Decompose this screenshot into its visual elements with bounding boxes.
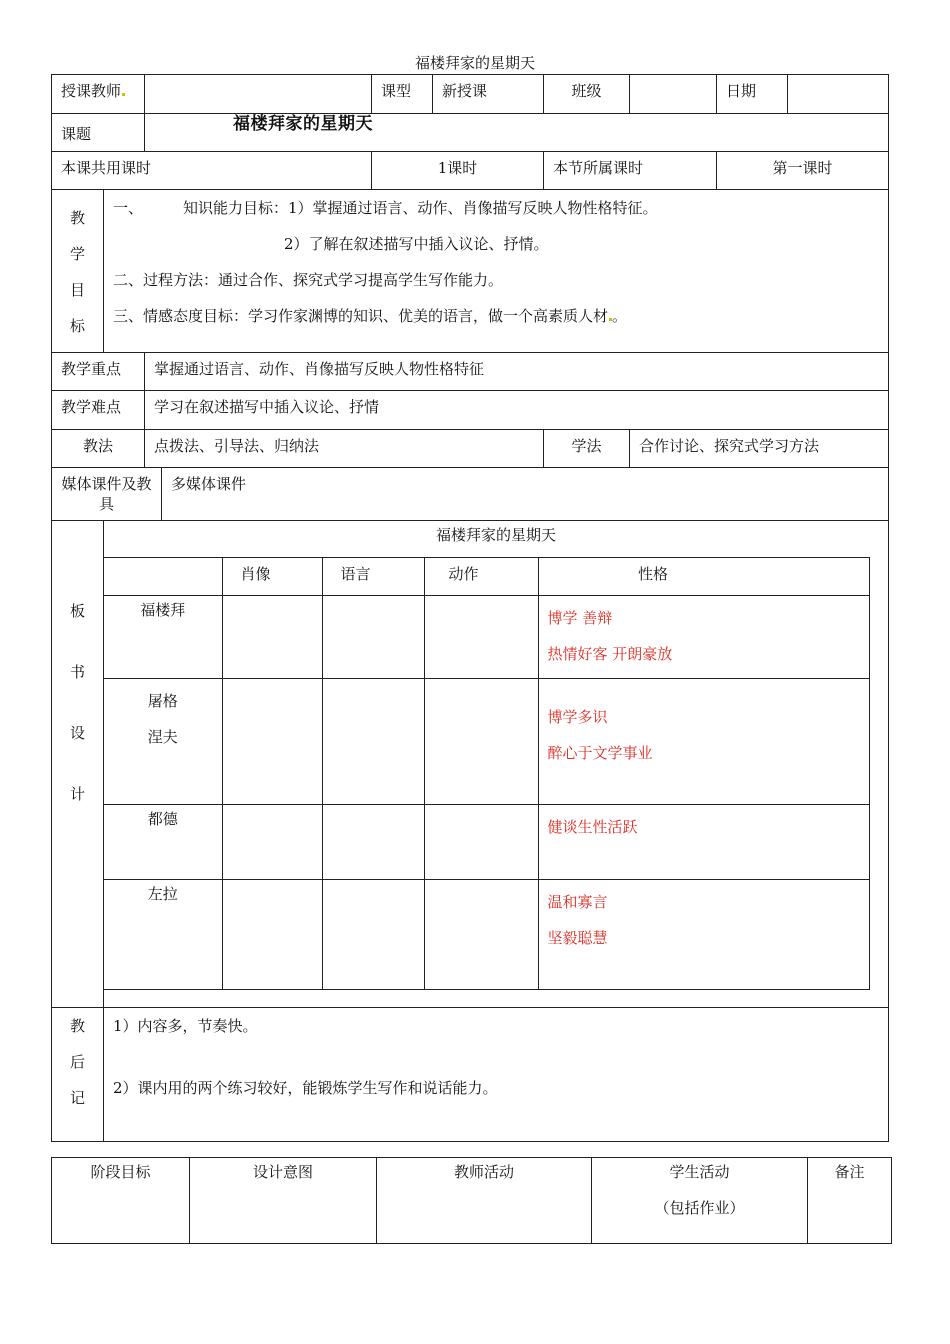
media-row xyxy=(52,468,889,521)
board-header-blank xyxy=(104,558,222,596)
remarks-header: 备注 xyxy=(808,1158,892,1244)
board-traits: 温和寡言 坚毅聪慧 xyxy=(538,880,869,990)
section-value: 第一课时 xyxy=(717,152,889,190)
board-content xyxy=(104,521,889,1008)
study-method-label: 学法 xyxy=(544,430,630,468)
board-row-daudet xyxy=(104,805,869,880)
board-name: 都德 xyxy=(104,805,222,880)
media-value: 多媒体课件 xyxy=(162,468,889,521)
goal-line-2: 2）了解在叙述描写中插入议论、抒情。 xyxy=(284,235,549,253)
goal-line-3: 二、过程方法：通过合作、探究式学习提高学生写作能力。 xyxy=(113,271,504,289)
date-value xyxy=(788,75,889,114)
method-label: 教法 xyxy=(52,430,145,468)
total-hours-label: 本课共用课时 xyxy=(52,152,372,190)
teacher-label: 授课教师 xyxy=(61,82,122,100)
board-table xyxy=(104,557,870,990)
board-traits: 健谈生性活跃 xyxy=(538,805,869,880)
subject-row xyxy=(52,114,889,152)
total-hours-value: 1课时 xyxy=(372,152,544,190)
board-header-action: 动作 xyxy=(424,558,538,596)
goal-line-1: 一、 知识能力目标：1）掌握通过语言、动作、肖像描写反映人物性格特征。 xyxy=(113,199,658,217)
marker-dot-icon xyxy=(122,93,125,96)
stage-table xyxy=(51,1157,892,1244)
reflection-item-1: 1）内容多，节奏快。 xyxy=(113,1017,258,1035)
document-title: 福楼拜家的星期天 xyxy=(414,54,535,72)
teacher-label-cell xyxy=(52,75,145,114)
key-point-label: 教学重点 xyxy=(52,353,145,391)
board-row-flaubert xyxy=(104,596,869,679)
reflection-label: 教 后 记 xyxy=(52,1008,104,1142)
board-header-language: 语言 xyxy=(322,558,424,596)
date-label: 日期 xyxy=(717,75,788,114)
board-row-zola xyxy=(104,880,869,990)
board-label: 板 书 设 计 xyxy=(52,521,104,1008)
key-point-row xyxy=(52,353,889,391)
board-traits: 博学 善辩 热情好客 开朗豪放 xyxy=(538,596,869,679)
difficulty-value: 学习在叙述描写中插入议论、抒情 xyxy=(145,391,889,430)
difficulty-label: 教学难点 xyxy=(52,391,145,430)
board-traits: 博学多识 醉心于文学事业 xyxy=(538,679,869,805)
method-row xyxy=(52,430,889,468)
media-label: 媒体课件及教具 xyxy=(52,468,162,521)
board-row-turgenev xyxy=(104,679,869,805)
goals-label: 教 学 目 标 xyxy=(52,190,104,353)
board-header-character: 性格 xyxy=(538,558,869,596)
board-title: 福楼拜家的星期天 xyxy=(435,526,556,544)
board-header-row xyxy=(104,558,869,596)
type-label: 课型 xyxy=(372,75,433,114)
goal-line-4: 三、情感态度目标：学习作家渊博的知识、优美的语言，做一个高素质人材 。 xyxy=(113,307,628,325)
teacher-activity-header: 教师活动 xyxy=(377,1158,592,1244)
stage-header-row xyxy=(52,1158,892,1244)
key-point-value: 掌握通过语言、动作、肖像描写反映人物性格特征 xyxy=(145,353,889,391)
subject-value: 福楼拜家的星期天 xyxy=(229,114,387,136)
header-row xyxy=(52,75,889,114)
board-name: 屠格 涅夫 xyxy=(104,679,222,805)
board-name: 左拉 xyxy=(104,880,222,990)
board-name: 福楼拜 xyxy=(104,596,222,679)
design-intent-header: 设计意图 xyxy=(190,1158,377,1244)
goals-content xyxy=(104,190,889,353)
teacher-value xyxy=(145,75,372,114)
reflection-content xyxy=(104,1008,889,1142)
method-value: 点拨法、引导法、归纳法 xyxy=(145,430,544,468)
reflection-item-2: 2）课内用的两个练习较好，能锻炼学生写作和说话能力。 xyxy=(113,1079,498,1097)
board-row xyxy=(52,521,889,1008)
subject-cell xyxy=(145,114,889,152)
marker-dot-icon xyxy=(609,318,612,321)
reflection-row xyxy=(52,1008,889,1142)
goals-row xyxy=(52,190,889,353)
hours-row xyxy=(52,152,889,190)
type-value: 新授课 xyxy=(433,75,544,114)
board-header-portrait: 肖像 xyxy=(222,558,322,596)
lesson-plan-table xyxy=(51,74,889,1142)
subject-label: 课题 xyxy=(52,114,145,152)
section-label: 本节所属课时 xyxy=(544,152,717,190)
study-method-value: 合作讨论、探究式学习方法 xyxy=(630,430,889,468)
student-activity-header: 学生活动 （包括作业） xyxy=(592,1158,808,1244)
difficulty-row xyxy=(52,391,889,430)
class-label: 班级 xyxy=(544,75,630,114)
class-value xyxy=(630,75,717,114)
stage-goal-header: 阶段目标 xyxy=(52,1158,190,1244)
